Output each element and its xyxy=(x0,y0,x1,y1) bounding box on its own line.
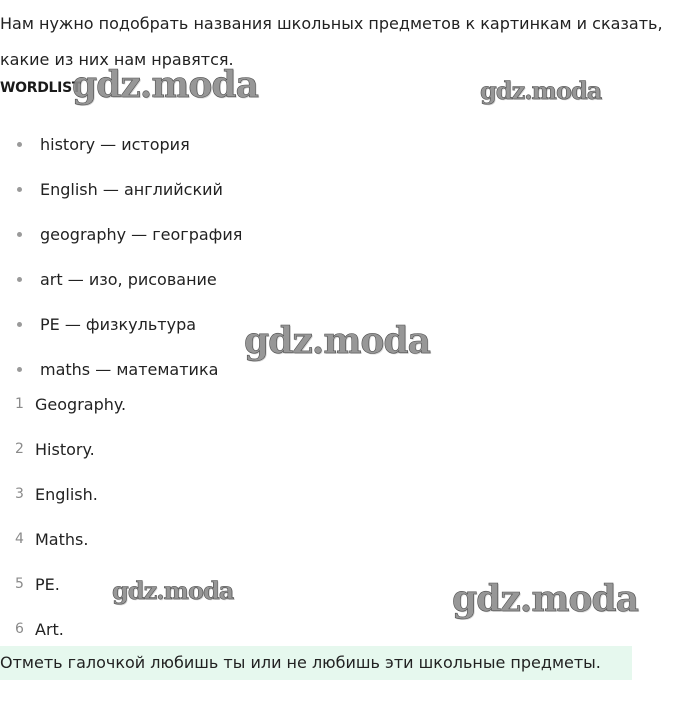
wordlist-item-text: English — английский xyxy=(40,180,223,199)
bullet-icon xyxy=(17,367,22,372)
watermark: gdz.moda xyxy=(480,76,602,105)
answer-text: History. xyxy=(35,440,95,459)
wordlist-item-text: geography — география xyxy=(40,225,243,244)
wordlist-item-text: history — история xyxy=(40,135,190,154)
bullet-icon xyxy=(17,142,22,147)
answer-text: Geography. xyxy=(35,395,127,414)
answers-list xyxy=(0,382,126,652)
answer-text: Art. xyxy=(35,620,64,639)
answer-text: Maths. xyxy=(35,530,89,549)
answer-item xyxy=(0,427,126,472)
watermark: gdz.moda xyxy=(244,320,430,362)
bullet-icon xyxy=(17,187,22,192)
list-item xyxy=(0,302,242,347)
watermark: gdz.moda xyxy=(112,576,234,605)
answer-number: 4 xyxy=(15,531,24,547)
answer-number: 5 xyxy=(15,576,24,592)
list-item xyxy=(0,257,242,302)
wordlist xyxy=(0,122,242,392)
list-item xyxy=(0,212,242,257)
wordlist-item-text: maths — математика xyxy=(40,360,219,379)
list-item xyxy=(0,167,242,212)
answer-item xyxy=(0,472,126,517)
answer-number: 1 xyxy=(15,396,24,412)
bullet-icon xyxy=(17,322,22,327)
answer-number: 3 xyxy=(15,486,24,502)
list-item xyxy=(0,122,242,167)
bullet-icon xyxy=(17,232,22,237)
wordlist-item-text: art — изо, рисование xyxy=(40,270,217,289)
bullet-icon xyxy=(17,277,22,282)
watermark: gdz.moda xyxy=(72,64,258,106)
answer-item xyxy=(0,517,126,562)
answer-text: English. xyxy=(35,485,98,504)
intro-text: Нам нужно подобрать названия школьных предметов к картинкам и сказать, какие из них нам нравятся. xyxy=(0,14,663,69)
answer-item xyxy=(0,382,126,427)
task-instruction: Отметь галочкой любишь ты или не любишь эти школьные предметы. xyxy=(0,646,632,680)
answer-text: PE. xyxy=(35,575,60,594)
answer-number: 6 xyxy=(15,621,24,637)
answer-item xyxy=(0,562,126,607)
answer-number: 2 xyxy=(15,441,24,457)
wordlist-item-text: PE — физкультура xyxy=(40,315,197,334)
watermark: gdz.moda xyxy=(452,578,638,620)
wordlist-heading: WORDLIST xyxy=(0,80,82,96)
